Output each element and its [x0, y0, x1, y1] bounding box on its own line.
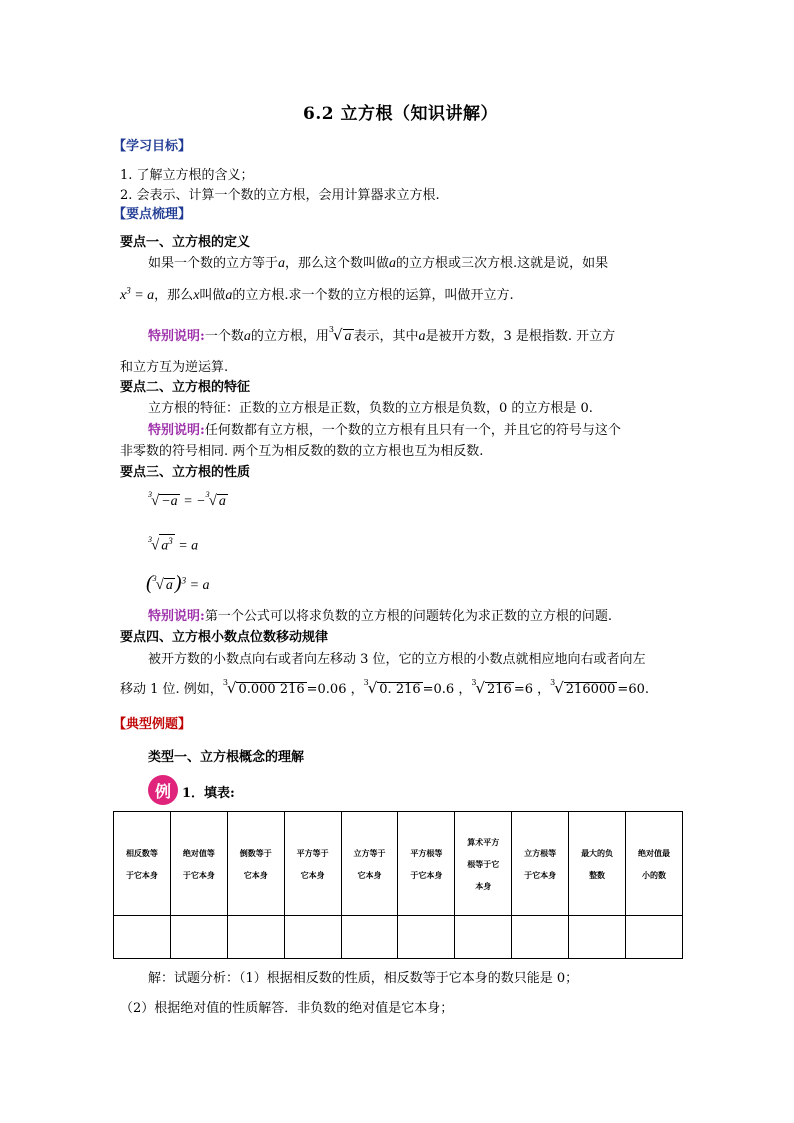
kp2-note: 特别说明:任何数都有立方根，一个数的立方根有且只有一个，并且它的符号与这个 [148, 423, 621, 438]
fill-in-table [113, 811, 683, 959]
solution-line1: 解：试题分析：（1）根据相反数的性质，相反数等于它本身的数只能是 0； [148, 971, 579, 986]
table-answer-cell[interactable] [227, 916, 284, 959]
example-badge: 例 [148, 775, 178, 805]
kp2-note-line2: 非零数的符号相同. 两个互为相反数的数的立方根也互为相反数. [120, 444, 484, 459]
table-answer-row [114, 916, 683, 959]
kp4-line2: 移动 1 位. 例如，$^3$√ 0.000 216 =0.06 ，$^3$√ 0. 216 =0.6 ，$^3$√ 216 =6 ，$^3$√ 216000 =60. [120, 678, 649, 697]
solution-line2: （2）根据绝对值的性质解答．非负数的绝对值是它本身； [120, 1001, 454, 1016]
table-header-cell: 平方等于 它本身 [284, 812, 341, 916]
kp1-note-line2: 和立方互为逆运算. [120, 360, 229, 375]
example-type-heading: 类型一、立方根概念的理解 [148, 750, 305, 765]
table-answer-cell[interactable] [455, 916, 512, 959]
table-answer-cell[interactable] [569, 916, 626, 959]
kp1-definition-line1: 如果一个数的立方等于a，那么这个数叫做a的立方根或三次方根.这就是说，如果 [148, 256, 609, 271]
example-question: 1．填表: [182, 786, 235, 801]
formula-cube-of-cube-root: ($^3$√ a )$^3$ = a [146, 572, 210, 594]
cube-root-notation: $^3$√ a [328, 325, 352, 344]
kp4-line1: 被开方数的小数点向右或者向左移动 3 位，它的立方根的小数点就相应地向右或者向左 [148, 652, 646, 667]
table-answer-cell[interactable] [512, 916, 569, 959]
section-typical-examples: 【典型例题】 [113, 717, 192, 732]
objective-item: 1. 了解立方根的含义； [120, 168, 254, 183]
table-answer-cell[interactable] [284, 916, 341, 959]
table-header-cell: 相反数等 于它本身 [114, 812, 171, 916]
kp3-heading: 要点三、立方根的性质 [120, 465, 251, 480]
kp4-heading: 要点四、立方根小数点位数移动规律 [120, 630, 329, 645]
table-answer-cell[interactable] [170, 916, 227, 959]
kp2-text: 立方根的特征：正数的立方根是正数，负数的立方根是负数，0 的立方根是 0. [148, 401, 593, 416]
formula-cube-root-of-cube: $^3$√ $a^3 = a$ [148, 534, 199, 554]
kp1-heading: 要点一、立方根的定义 [120, 235, 251, 250]
table-header-cell: 倒数等于 它本身 [227, 812, 284, 916]
table-header-cell: 算术平方 根等于它 本身 [455, 812, 512, 916]
kp3-note: 特别说明:第一个公式可以将求负数的立方根的问题转化为求正数的立方根的问题. [148, 609, 612, 624]
kp2-heading: 要点二、立方根的特征 [120, 380, 251, 395]
formula-x-cubed: $x^3 = a$ [120, 285, 155, 303]
page-title: 6.2 立方根（知识讲解） [303, 104, 498, 124]
kp1-definition-line2: $x^3 = a$，那么x叫做a的立方根.求一个数的立方根的运算，叫做开立方. [120, 285, 514, 303]
table-answer-cell[interactable] [114, 916, 171, 959]
section-learning-objectives: 【学习目标】 [113, 139, 192, 154]
formula-cube-root-negative: $^3$√ −a = −$^3$√ a [148, 490, 226, 509]
table-header-cell: 绝对值等 于它本身 [170, 812, 227, 916]
table-header-cell: 平方根等 于它本身 [398, 812, 455, 916]
table-header-cell: 立方等于 它本身 [341, 812, 398, 916]
section-key-points: 【要点梳理】 [113, 207, 192, 222]
kp1-note: 特别说明:一个数a的立方根，用$^3$√ a 表示，其中a是被开方数，3 是根指数. 开立方 [148, 325, 616, 344]
table-header-row [114, 812, 683, 916]
table-answer-cell[interactable] [398, 916, 455, 959]
table-answer-cell[interactable] [626, 916, 683, 959]
table-header-cell: 最大的负 整数 [569, 812, 626, 916]
table-header-cell: 绝对值最 小的数 [626, 812, 683, 916]
table-header-cell: 立方根等 于它本身 [512, 812, 569, 916]
table-answer-cell[interactable] [341, 916, 398, 959]
objective-item: 2. 会表示、计算一个数的立方根，会用计算器求立方根. [120, 188, 440, 203]
